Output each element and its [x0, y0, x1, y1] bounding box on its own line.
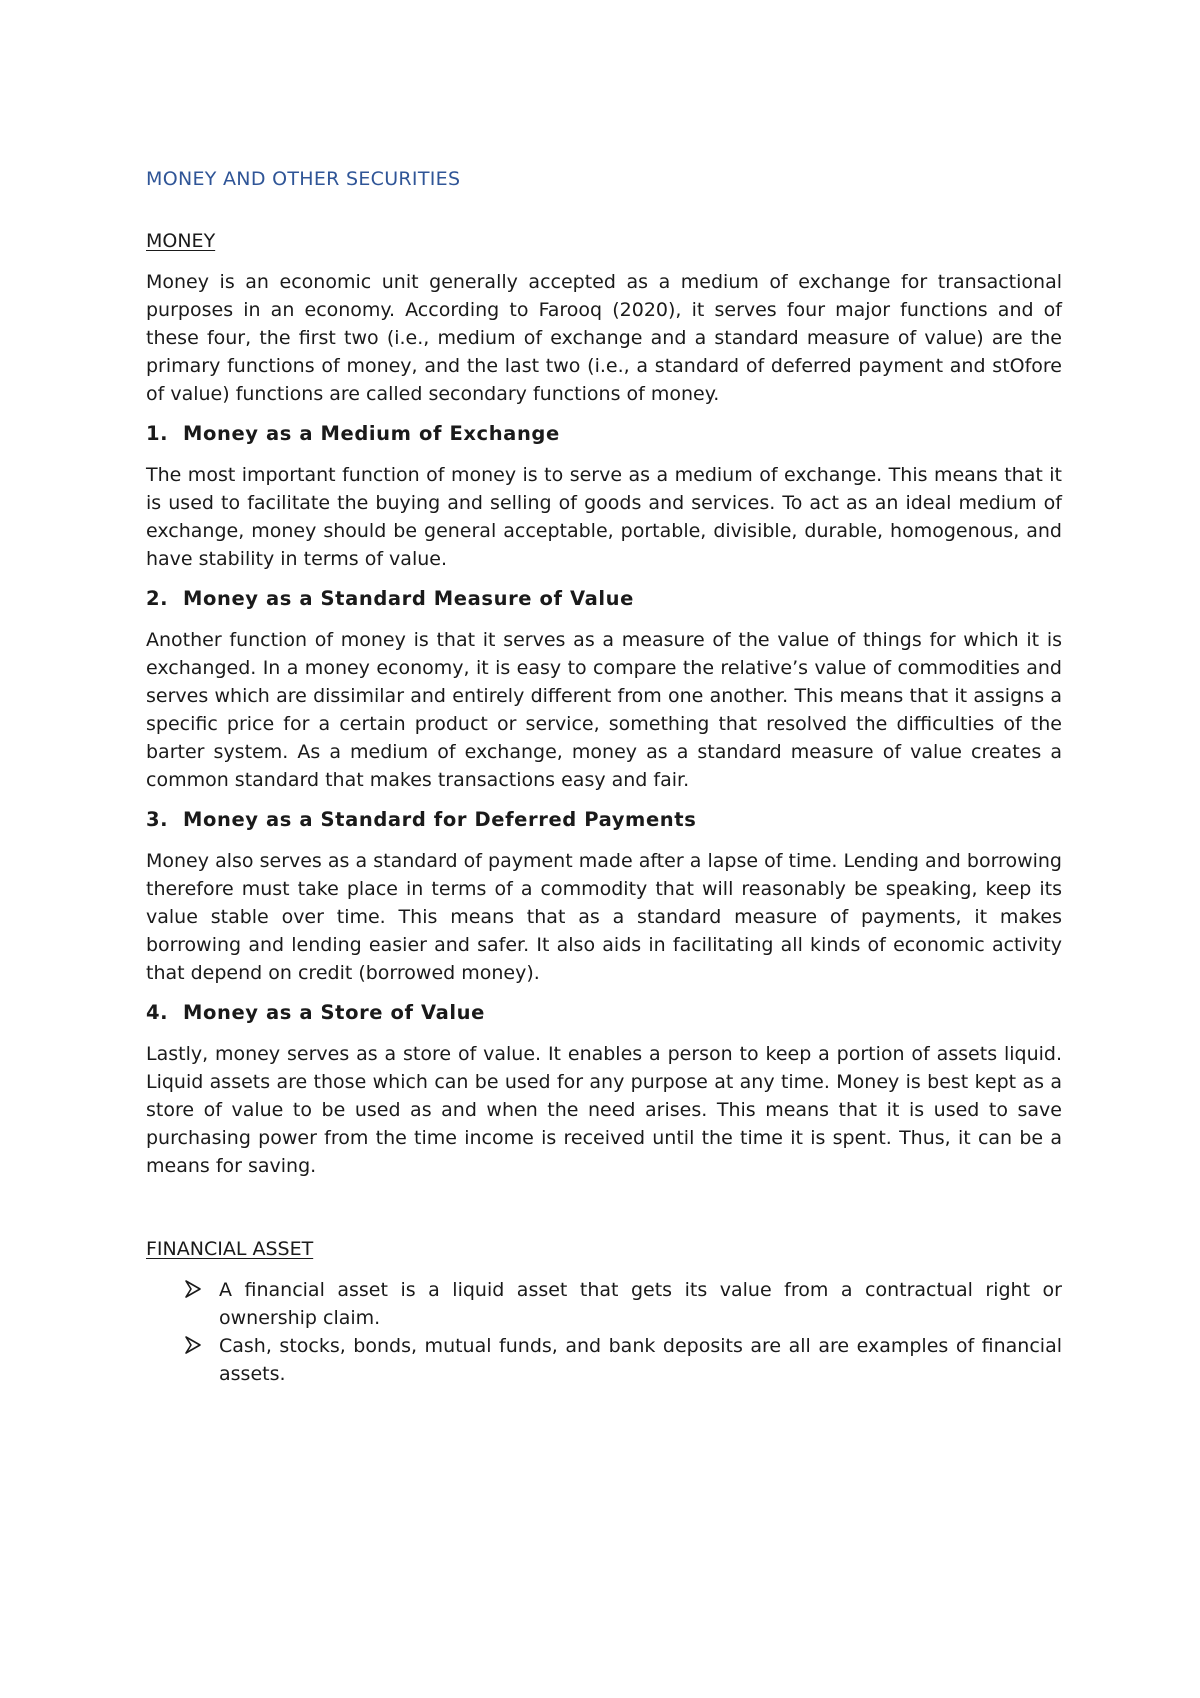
- function-body-2: Another function of money is that it serves as a measure of the value of things for which it is exchanged. In a money economy, it is easy to compare the relative’s value of commodities and serves which are dissimilar and entirely different from one another. This means that it assigns a specific price for a certain product or service, something that resolved the difficulties of the barter system. As a medium of exchange, money as a standard measure of value creates a common standard that makes transactions easy and fair.: [146, 629, 1062, 791]
- function-body-4: Lastly, money serves as a store of value. It enables a person to keep a portion of assets liquid. Liquid assets are those which can be used for any purpose at any time. Money is best kept as a store of value to be used as and when the need arises. This means that it is used to save purchasing power from the time income is received until the time it is spent. Thus, it can be a means for saving.: [146, 1043, 1062, 1177]
- financial-asset-label: FINANCIAL ASSET: [146, 1238, 314, 1260]
- function-title: Money as a Standard for Deferred Payments: [183, 808, 697, 831]
- function-heading-2: [146, 587, 1062, 611]
- function-number: 4.: [146, 1001, 169, 1024]
- function-body-1: The most important function of money is to serve as a medium of exchange. This means that it is used to facilitate the buying and selling of goods and services. To act as an ideal medium of exchange, money should be general acceptable, portable, divisible, durable, homogenous, and have stability in terms of value.: [146, 464, 1062, 570]
- function-number: 1.: [146, 422, 169, 445]
- function-number: 3.: [146, 808, 169, 831]
- money-intro-paragraph: Money is an economic unit generally accepted as a medium of exchange for transactional purposes in an economy. According to Farooq (2020), it serves four major functions and of these four, the first two (i.e., medium of exchange and a standard measure of value) are the primary functions of money, and the last two (i.e., a standard of deferred payment and stOfore of value) functions are called secondary functions of money.: [146, 271, 1062, 405]
- function-heading-4: [146, 1001, 1062, 1025]
- financial-asset-list: [146, 1276, 1062, 1388]
- list-item-text: A financial asset is a liquid asset that gets its value from a contractual right or ownership claim.: [219, 1279, 1062, 1329]
- function-heading-1: [146, 422, 1062, 446]
- arrowhead-bullet-icon: [184, 1279, 202, 1299]
- section-spacer: [146, 1192, 1062, 1238]
- function-body-3: Money also serves as a standard of payment made after a lapse of time. Lending and borrowing therefore must take place in terms of a commodity that will reasonably be speaking, keep its value stable over time. This means that as a standard measure of payments, it makes borrowing and lending easier and safer. It also aids in facilitating all kinds of economic activity that depend on credit (borrowed money).: [146, 850, 1062, 984]
- list-item: [146, 1332, 1062, 1388]
- function-title: Money as a Store of Value: [183, 1001, 485, 1024]
- function-title: Money as a Standard Measure of Value: [183, 587, 634, 610]
- document-title: MONEY AND OTHER SECURITIES: [146, 168, 461, 190]
- function-heading-3: [146, 808, 1062, 832]
- list-item: [146, 1276, 1062, 1332]
- function-number: 2.: [146, 587, 169, 610]
- function-title: Money as a Medium of Exchange: [183, 422, 560, 445]
- money-section-label: MONEY: [146, 230, 216, 252]
- list-item-text: Cash, stocks, bonds, mutual funds, and bank deposits are all are examples of financial assets.: [219, 1335, 1062, 1385]
- arrowhead-bullet-icon: [184, 1335, 202, 1355]
